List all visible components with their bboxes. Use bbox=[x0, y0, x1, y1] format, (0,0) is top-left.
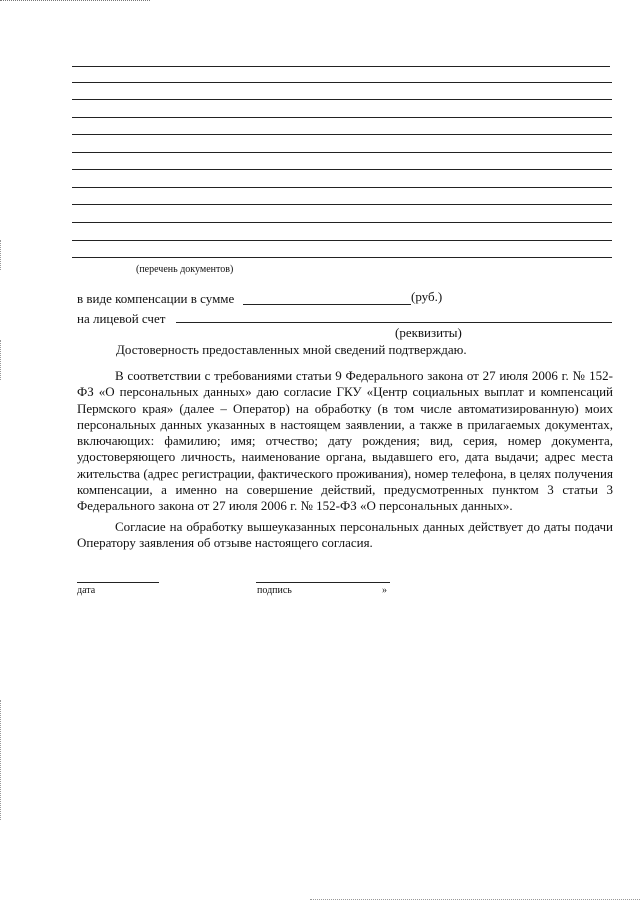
quote-mark: » bbox=[382, 585, 387, 596]
account-field[interactable] bbox=[176, 322, 612, 323]
requisites-caption: (реквизиты) bbox=[395, 325, 462, 340]
scan-artifact-left-1 bbox=[0, 240, 3, 270]
blank-line bbox=[72, 152, 612, 153]
blank-line bbox=[72, 82, 612, 83]
scan-artifact-bottom bbox=[310, 899, 640, 900]
documents-caption: (перечень документов) bbox=[136, 264, 234, 275]
signature-field[interactable] bbox=[256, 582, 390, 583]
consent-paragraph: В соответствии с требованиями статьи 9 Федерального закона от 27 июля 2006 г. № 152-ФЗ «О персональных данных» даю согласие ГКУ «Центр социальных выплат и компенсаций Пермского края» (далее – Оператор) на обработку (в том числе автоматизированную) моих персональных данных указанных в настоящем заявлении, а также в прилагаемых документах, включающих: фамилию; имя; отчество; дату рождения; вид, серия, номер документа, удостоверяющего личность, наименование органа, выдавшего его, дата выдачи; адрес места жительства (адрес регистрации, фактического проживания), номер телефона, в целях получения компенсации, а именно на совершение действий, предусмотренных пунктом 3 статьи 3 Федерального закона от 27 июля 2006 г. № 152-ФЗ «О персональных данных». bbox=[77, 368, 613, 514]
blank-line bbox=[72, 240, 612, 241]
date-label: дата bbox=[77, 585, 96, 596]
blank-line bbox=[72, 257, 612, 258]
blank-line bbox=[72, 99, 612, 100]
blank-line bbox=[72, 187, 612, 188]
scan-artifact-left-3 bbox=[0, 700, 3, 820]
blank-line bbox=[72, 169, 612, 170]
blank-line bbox=[72, 134, 612, 135]
account-label: на лицевой счет bbox=[77, 311, 166, 326]
compensation-label: в виде компенсации в сумме bbox=[77, 291, 235, 306]
signature-label: подпись bbox=[257, 585, 292, 596]
blank-line bbox=[72, 66, 610, 67]
scan-artifact-top bbox=[0, 0, 150, 3]
scan-artifact-left-2 bbox=[0, 340, 3, 380]
blank-line bbox=[72, 222, 612, 223]
date-field[interactable] bbox=[77, 582, 159, 583]
blank-line bbox=[72, 204, 612, 205]
blank-line bbox=[72, 117, 612, 118]
validity-paragraph: Согласие на обработку вышеуказанных персональных данных действует до даты подачи Оператору заявления об отзыве настоящего согласия. bbox=[77, 519, 613, 551]
confirmation-text: Достоверность предоставленных мной сведений подтверждаю. bbox=[116, 342, 467, 357]
currency-label: (руб.) bbox=[411, 289, 443, 304]
compensation-amount-field[interactable] bbox=[243, 304, 411, 305]
